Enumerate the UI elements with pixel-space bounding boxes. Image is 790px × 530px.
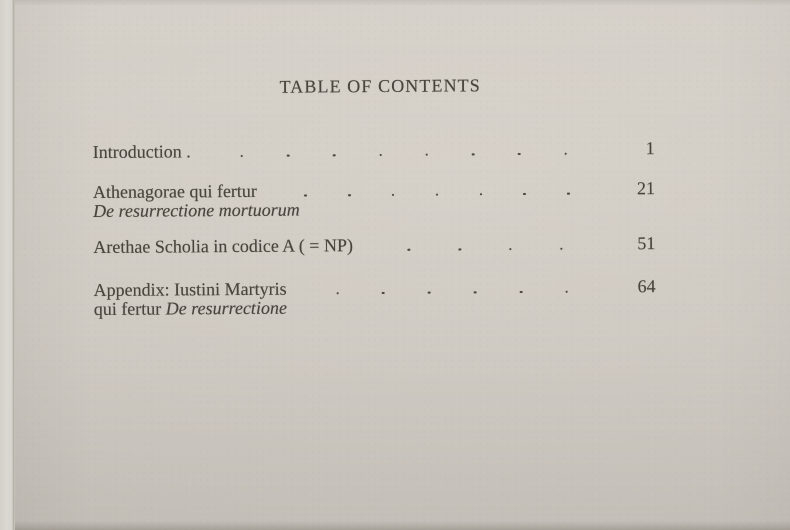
leader-dots bbox=[263, 182, 611, 198]
subtitle-italic-text: De resurrectione mortuorum bbox=[93, 199, 300, 221]
leader-dot bbox=[436, 193, 438, 195]
leader-dot bbox=[523, 193, 525, 195]
printed-content bbox=[92, 74, 656, 318]
toc-entry bbox=[93, 234, 655, 257]
page-surface bbox=[15, 0, 790, 530]
leader-dot bbox=[379, 154, 381, 156]
entry-title: Arethae Scholia in codice A ( = NP) bbox=[93, 235, 353, 257]
leader-dot bbox=[509, 248, 511, 250]
leader-dots bbox=[359, 237, 611, 253]
leader-dot bbox=[520, 291, 522, 293]
leader-dot bbox=[333, 154, 335, 156]
page-number: 64 bbox=[637, 276, 656, 297]
entry-title: Athenagorae qui fertur bbox=[92, 180, 257, 202]
page-number: 51 bbox=[637, 233, 656, 254]
leader-dot bbox=[566, 290, 568, 292]
leader-dot bbox=[567, 192, 569, 194]
leader-dot bbox=[428, 291, 430, 293]
subtitle-roman-text: qui fertur bbox=[93, 298, 166, 319]
leader-dot bbox=[472, 153, 474, 155]
leader-dot bbox=[241, 155, 243, 157]
leader-dot bbox=[392, 194, 394, 196]
page-number: 1 bbox=[645, 138, 655, 159]
leader-dot bbox=[518, 153, 520, 155]
leader-dot bbox=[287, 154, 289, 156]
toc-entry bbox=[93, 139, 655, 162]
leader-dot bbox=[458, 248, 460, 250]
entry-title: Introduction . bbox=[92, 141, 191, 163]
page-number: 21 bbox=[636, 178, 656, 199]
bottom-shadow bbox=[15, 521, 790, 530]
leader-dot bbox=[336, 292, 338, 294]
entry-title: Appendix: Iustini Martyris bbox=[93, 278, 287, 300]
leader-dots bbox=[197, 142, 611, 159]
leader-dot bbox=[304, 194, 306, 196]
leader-dot bbox=[426, 153, 428, 155]
leader-dot bbox=[560, 247, 562, 249]
toc-title: TABLE OF CONTENTS bbox=[279, 75, 481, 97]
subtitle-italic-text: De resurrectione bbox=[165, 297, 287, 319]
leader-dot bbox=[474, 291, 476, 293]
toc-entries bbox=[93, 139, 656, 318]
leader-dot bbox=[480, 193, 482, 195]
leader-dots bbox=[293, 280, 612, 296]
entry-row bbox=[93, 139, 655, 162]
leader-dot bbox=[348, 194, 350, 196]
toc-entry bbox=[93, 179, 655, 220]
leader-dot bbox=[564, 152, 566, 154]
leader-dot bbox=[382, 292, 384, 294]
entry-subtitle bbox=[93, 198, 655, 220]
leader-dot bbox=[408, 248, 410, 250]
toc-entry bbox=[94, 277, 656, 318]
entry-row bbox=[93, 234, 655, 257]
entry-subtitle bbox=[94, 296, 656, 318]
top-shadow bbox=[15, 0, 790, 6]
